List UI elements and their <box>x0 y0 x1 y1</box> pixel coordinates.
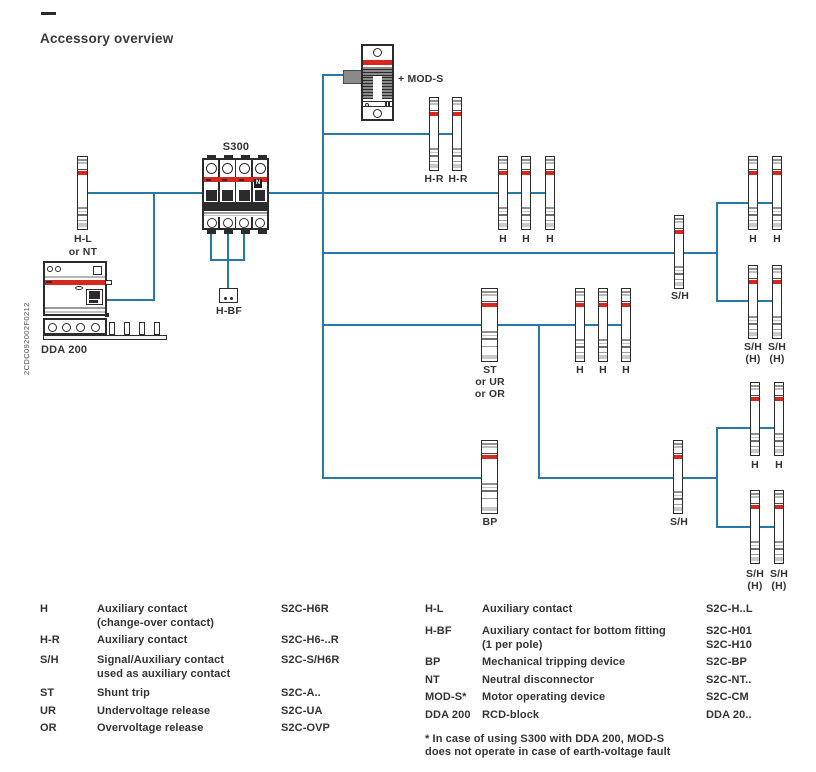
mods-hatch-top <box>363 67 392 76</box>
mods-plate-tick-1 <box>385 102 387 107</box>
s300-marking-2 <box>222 179 227 181</box>
legend-part: S2C-NT.. <box>706 674 752 686</box>
s300-knob-4 <box>255 163 266 174</box>
legend-term: H <box>40 603 49 615</box>
mods-screw-top <box>373 48 382 57</box>
s300-btab-4 <box>258 230 267 234</box>
dda-side-tab <box>105 280 112 285</box>
label-g1-h-1: H <box>749 233 757 245</box>
mods-red-stripe <box>363 60 392 65</box>
label-g1-sh-sub-2: (H) <box>769 353 785 365</box>
legend-desc: Shunt trip <box>97 687 150 699</box>
legend-part: S2C-S/H6R <box>281 654 340 666</box>
wire-s300-join <box>210 259 245 261</box>
s300-lower-knob-4 <box>255 218 265 228</box>
dda-terminal-3 <box>76 323 85 332</box>
legend-term: MOD-S* <box>425 691 467 703</box>
s300-terminal-4 <box>255 190 265 201</box>
s300-btab-3 <box>241 230 250 234</box>
label-h-mid-2: H <box>599 364 607 376</box>
label-h-mid-3: H <box>622 364 630 376</box>
header-dash <box>41 12 56 15</box>
label-st-3: or OR <box>474 388 506 400</box>
device-g1-sh-2 <box>772 265 782 339</box>
legend-desc: Mechanical tripping device <box>482 656 626 668</box>
dda-lower-line-2 <box>45 311 105 313</box>
mods-plate-tick-2 <box>388 102 390 107</box>
s300-lower-line-1 <box>204 212 267 214</box>
legend-term: S/H <box>40 654 59 666</box>
label-h-l-1: H-L <box>73 233 93 245</box>
device-mod-s <box>361 44 394 121</box>
legend-term: UR <box>40 705 57 717</box>
s300-lower-knob-1 <box>207 218 217 228</box>
dda-red-stripe <box>45 280 105 285</box>
label-dda-200: DDA 200 <box>41 344 88 356</box>
wire-mods-branch <box>322 74 345 76</box>
legend-desc: (1 per pole) <box>482 639 543 651</box>
legend-desc: Auxiliary contact for bottom fitting <box>482 625 666 637</box>
wire-bp-branch <box>322 477 484 479</box>
s300-knob-2 <box>222 163 233 174</box>
device-h-top-2 <box>521 156 531 230</box>
s300-lower-body <box>202 209 269 230</box>
mods-hatch-right <box>382 76 392 99</box>
s300-marking-3 <box>239 179 244 181</box>
label-g2-h-1: H <box>751 459 759 471</box>
wire-main-line <box>86 192 553 194</box>
device-g1-h-1 <box>748 156 758 230</box>
legend-term: ST <box>40 687 55 699</box>
label-g1-sh-2: S/H <box>767 341 787 353</box>
legend-desc: Auxiliary contact <box>97 634 188 646</box>
dda-body <box>43 261 107 316</box>
wire-group2-top <box>716 427 780 429</box>
s300-lower-knob-2 <box>223 218 233 228</box>
mods-plate-screw <box>365 103 369 107</box>
label-st-2: or UR <box>475 376 505 388</box>
wire-group1-vertical <box>716 202 718 302</box>
device-h-mid-3 <box>621 288 631 362</box>
wire-s300-drop-3 <box>243 234 245 261</box>
s300-btab-1 <box>207 230 216 234</box>
dda-brand-mark <box>46 281 52 283</box>
device-s300 <box>202 155 269 234</box>
device-g1-h-2 <box>772 156 782 230</box>
s300-knob-3 <box>239 163 250 174</box>
dda-switch-toggle <box>89 291 100 299</box>
legend-part: S2C-H6R <box>281 603 329 615</box>
legend-part: S2C-A.. <box>281 687 321 699</box>
label-g1-sh-sub-1: (H) <box>745 353 761 365</box>
label-h-top-2: H <box>522 233 530 245</box>
device-bp <box>481 440 498 514</box>
s300-lower-sep-2 <box>235 217 237 228</box>
label-bp: BP <box>482 516 498 528</box>
device-g1-sh-1 <box>748 265 758 339</box>
legend-term: DDA 200 <box>425 709 471 721</box>
device-h-top-3 <box>545 156 555 230</box>
device-h-mid-1 <box>575 288 585 362</box>
label-g2-sh-1: S/H <box>745 568 765 580</box>
legend-desc: RCD-block <box>482 709 540 721</box>
label-h-bf: H-BF <box>216 305 242 317</box>
label-g2-sh-sub-1: (H) <box>747 580 763 592</box>
legend-desc: used as auxiliary contact <box>97 668 231 680</box>
legend-term: H-L <box>425 603 444 615</box>
device-s-h-1 <box>674 215 684 289</box>
label-h-top-1: H <box>499 233 507 245</box>
mods-screw-bottom <box>373 109 382 118</box>
legend-footnote-line1: * In case of using S300 with DDA 200, MOD-S <box>425 733 665 745</box>
dda-lower-line-1 <box>45 307 105 309</box>
legend-footnote-line2: does not operate in case of earth-voltage fault <box>425 746 671 758</box>
device-g2-sh-1 <box>750 490 760 564</box>
dda-gray-band <box>45 276 105 278</box>
s300-terminal-1 <box>206 190 217 201</box>
dda-screw-2 <box>55 266 61 272</box>
hbf-dot-2 <box>230 297 233 300</box>
label-g2-h-2: H <box>775 459 783 471</box>
legend-desc: Undervoltage release <box>97 705 211 717</box>
legend-part: S2C-UA <box>281 705 323 717</box>
device-g2-h-2 <box>774 382 784 456</box>
label-h-r-1: H-R <box>424 173 444 185</box>
device-h-mid-2 <box>598 288 608 362</box>
label-g2-sh-2: S/H <box>769 568 789 580</box>
label-h-r-2: H-R <box>448 173 468 185</box>
legend-desc: (change-over contact) <box>97 617 215 629</box>
s300-lower-knob-3 <box>239 218 249 228</box>
device-h-top-1 <box>498 156 508 230</box>
s300-lower-sep-3 <box>251 217 253 228</box>
dda-busbar-pin-2 <box>124 322 130 335</box>
wire-group2-vertical <box>716 427 718 528</box>
label-s-h-1: S/H <box>670 290 690 302</box>
label-g1-h-2: H <box>773 233 781 245</box>
legend-term: H-BF <box>425 625 452 637</box>
s300-lower-line-2 <box>204 215 267 216</box>
label-h-top-3: H <box>546 233 554 245</box>
label-s-h-2: S/H <box>669 516 689 528</box>
s300-knob-1 <box>206 163 217 174</box>
wire-s300-drop-1 <box>210 234 212 261</box>
label-mod-s: + MOD-S <box>398 73 444 85</box>
legend-part: S2C-BP <box>706 656 747 668</box>
s300-btab-2 <box>224 230 233 234</box>
device-h-bf <box>219 288 238 303</box>
dda-busbar-plate <box>43 335 167 340</box>
hbf-dot-1 <box>224 297 227 300</box>
legend-part: S2C-H01 <box>706 625 752 637</box>
legend-desc: Auxiliary contact <box>482 603 573 615</box>
legend-part: S2C-H..L <box>706 603 753 615</box>
dda-busbar-pin-4 <box>154 322 160 335</box>
document-code-vertical: 2CDC092002F0212 <box>22 302 31 375</box>
page-title: Accessory overview <box>40 31 174 46</box>
dda-screw-1 <box>47 266 53 272</box>
device-s-h-2 <box>673 440 683 514</box>
s300-lower-sep-1 <box>218 217 220 228</box>
s300-terminal-2 <box>222 190 233 201</box>
legend-term: BP <box>425 656 441 668</box>
dda-terminal-4 <box>91 323 100 332</box>
device-h-l <box>77 156 88 230</box>
device-g2-sh-2 <box>774 490 784 564</box>
dda-side-nub <box>105 313 109 317</box>
dda-terminal-row <box>43 318 107 335</box>
legend-desc: Neutral disconnector <box>482 674 595 686</box>
legend-part: S2C-H10 <box>706 639 752 651</box>
mods-connector <box>343 70 362 84</box>
label-h-mid-1: H <box>576 364 584 376</box>
wire-group2-bottom <box>716 526 780 528</box>
dda-terminal-2 <box>62 323 71 332</box>
s300-neutral-marker: N <box>255 180 261 186</box>
legend-desc: Signal/Auxiliary contact <box>97 654 225 666</box>
legend-term: OR <box>40 722 57 734</box>
device-h-r-2 <box>452 97 462 171</box>
dda-busbar-pin-1 <box>109 322 115 335</box>
wire-sh1-branch <box>322 252 718 254</box>
dda-switch-base <box>89 300 98 303</box>
label-g2-sh-sub-2: (H) <box>771 580 787 592</box>
dda-test-glyph <box>75 286 83 290</box>
legend-desc: Motor operating device <box>482 691 606 703</box>
legend-part: S2C-OVP <box>281 722 330 734</box>
label-s300: S300 <box>222 141 250 153</box>
device-st-ur-or <box>481 288 498 362</box>
dda-busbar-pin-3 <box>139 322 145 335</box>
legend-part: S2C-H6-..R <box>281 634 339 646</box>
s300-upper-body <box>202 158 269 204</box>
legend-desc: Auxiliary contact <box>97 603 188 615</box>
label-g1-sh-1: S/H <box>743 341 763 353</box>
legend-term: NT <box>425 674 440 686</box>
s300-terminal-3 <box>239 190 250 201</box>
dda-window <box>93 266 102 275</box>
dda-terminal-1 <box>48 323 57 332</box>
wire-sh2-branch <box>538 477 718 479</box>
legend-desc: Overvoltage release <box>97 722 204 734</box>
wire-s300-drop-2 <box>227 234 229 289</box>
label-st-1: ST <box>483 364 497 376</box>
mods-hatch-left <box>363 76 373 99</box>
wire-mid-vertical <box>538 324 540 479</box>
dda-switch-frame <box>86 289 103 305</box>
device-h-r-1 <box>429 97 439 171</box>
legend-part: DDA 20.. <box>706 709 752 721</box>
label-h-l-2: or NT <box>68 246 98 258</box>
device-g2-h-1 <box>750 382 760 456</box>
legend-term: H-R <box>40 634 60 646</box>
device-dda-200 <box>43 261 169 341</box>
s300-marking-1 <box>206 179 211 181</box>
legend-part: S2C-CM <box>706 691 749 703</box>
